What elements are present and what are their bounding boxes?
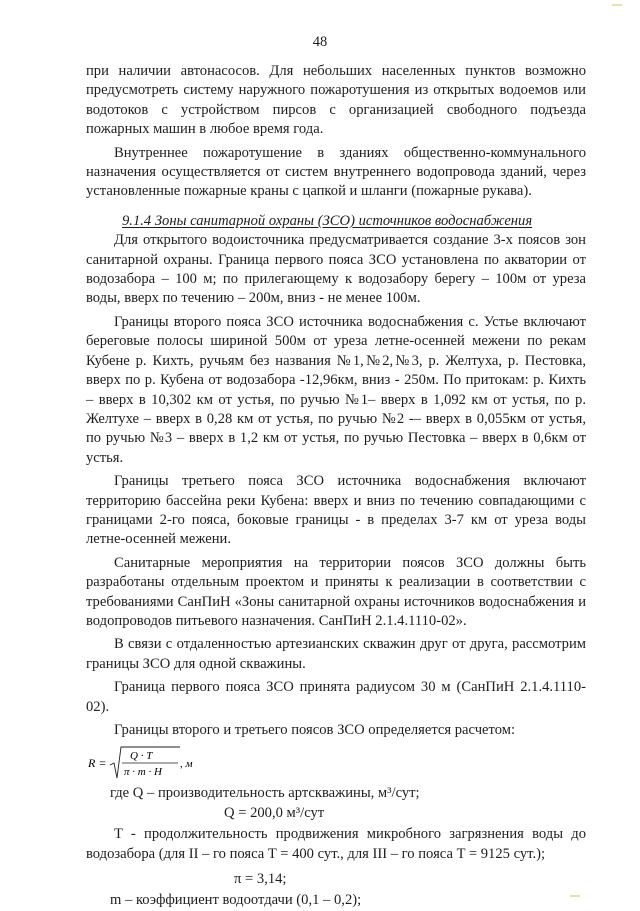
paragraph-artesian-wells: В связи с отдаленностью артезианских скважин друг от друга, рассмотрим границы ЗСО для одной скважины. [86, 636, 586, 672]
definition-q-value: Q = 200,0 м³/сут [224, 804, 325, 821]
definition-q: где Q – производительность артскважины, м³/сут; [110, 785, 420, 802]
paragraph-zone-first-belt: Для открытого водоисточника предусматривается создание 3-х поясов зон санитарной охраны. Граница первого пояса ЗСО установлена по акватории от водозабора – 100 м; по прилегающему к водозабору берегу – 100м от уреза воды, вверх по течению – 200м, вниз - не менее 100м. [86, 232, 586, 307]
formula-svg [88, 744, 228, 782]
radius-formula [88, 744, 586, 782]
paragraph-fire-extinguishing-outdoor: при наличии автонасосов. Для небольших населенных пунктов возможно предусмотреть систему наружного пожаротушения из открытых водоемов или водотоков с устройством пирсов с организацией свободного подъезда пожарных машин в любое время года. [86, 63, 586, 138]
paragraph-zone-second-belt: Границы второго пояса ЗСО источника водоснабжения с. Устье включают береговые полосы шириной 500м от уреза летне-осенней межени по рекам Кубене р. Кихть, ручьям без названия №1,№2,№3, р. Желтуха, р. Пестовка, вверх по р. Кубена от водозабора -12,96км, вниз - 250м. По притокам: р. Кихть – вверх в 10,302 км от устья, по ручью №1– вверх в 1,092 км от устья, по р. Желтухе – вверх в 0,28 км от устья, по ручью №2 -– вверх в 0,055км от устья, по ручью №3 – вверх в 1,2 км от устья, по ручью Пестовка – вверх в 0,6км от устья. [86, 313, 586, 466]
formula-denominator: π · m · H [124, 766, 162, 779]
page-number: 48 [312, 34, 328, 50]
paragraph-zone-third-belt: Границы третьего пояса ЗСО источника водоснабжения включают территорию бассейна реки Кубена: вверх и вниз по течению совпадающими с границами 2-го пояса, боковые границы - в пределах 3-7 км от уреза воды летне-осенней межени. [86, 473, 586, 548]
page-body [86, 62, 586, 911]
formula-numerator: Q · T [130, 750, 153, 763]
paragraph-sanitary-measures: Санитарные мероприятия на территории поясов ЗСО должны быть разработаны отдельным проектом и приняты к реализации в соответствии с требованиями СанПиН «Зоны санитарной охраны источников водоснабжения и водопроводов питьевого назначения. СанПиН 2.1.4.1110-02». [86, 554, 586, 629]
definition-pi: π = 3,14; [234, 871, 287, 888]
definition-t: T - продолжительность продвижения микробного загрязнения воды до водозабора (для II – го пояса T = 400 сут., для III – го пояса T = 9125 сут.); [86, 826, 586, 862]
formula-lhs: R = [88, 756, 107, 771]
paragraph-fire-extinguishing-indoor: Внутреннее пожаротушение в зданиях общественно-коммунального назначения осуществляется от систем внутреннего водопровода зданий, через установленные пожарные краны с цапкой и шланги (пожарные рукава). [86, 144, 586, 200]
paragraph-first-belt-radius: Граница первого пояса ЗСО принята радиусом 30 м (СанПиН 2.1.4.1110-02). [86, 679, 586, 715]
definition-m: m – коэффициент водоотдачи (0,1 – 0,2); [110, 892, 362, 909]
scan-mark-top-right [612, 4, 622, 6]
paragraph-calculation-intro: Границы второго и третьего поясов ЗСО определяется расчетом: [114, 722, 516, 738]
formula-unit: , м [180, 758, 193, 771]
section-heading: 9.1.4 Зоны санитарной охраны (ЗСО) источников водоснабжения [122, 212, 533, 229]
